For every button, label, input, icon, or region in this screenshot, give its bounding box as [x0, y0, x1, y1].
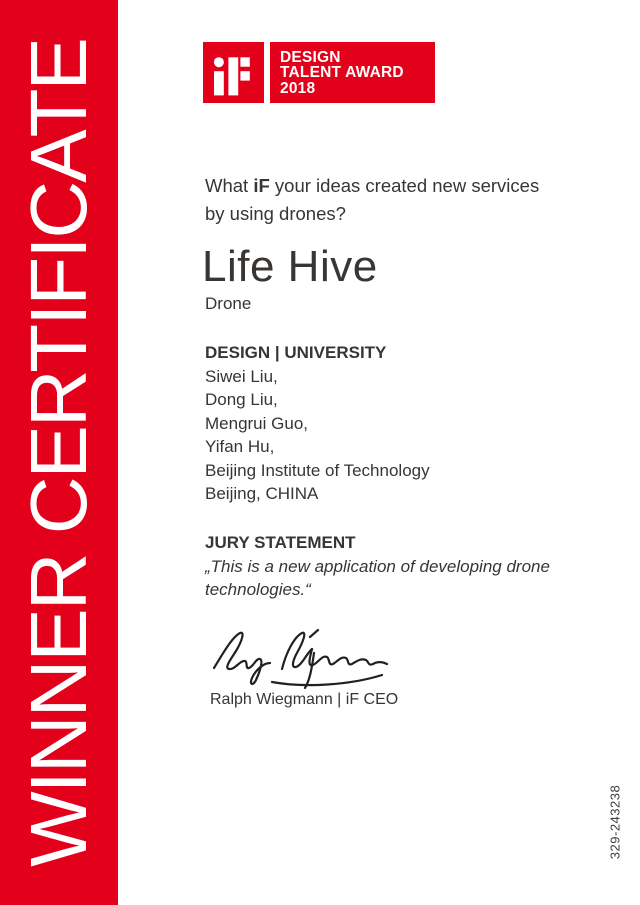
intro-question — [205, 172, 539, 228]
participant-line: Siwei Liu, — [205, 366, 278, 386]
signature-image — [210, 624, 392, 692]
intro-if-bold: iF — [253, 175, 270, 196]
intro-part1: What — [205, 175, 254, 196]
participant-line: Dong Liu, — [205, 390, 278, 409]
project-category: Drone — [205, 294, 252, 313]
jury-heading: JURY STATEMENT — [205, 533, 356, 552]
jury-statement-section — [205, 531, 550, 602]
jury-quote-line2: technologies.“ — [205, 580, 311, 599]
intro-line2: by using drones? — [205, 203, 346, 224]
award-badge-line1: DESIGN — [280, 49, 341, 66]
project-title: Life Hive — [202, 242, 378, 291]
award-badge-line3: 2018 — [280, 79, 316, 97]
participant-line: Yifan Hu, — [205, 437, 275, 456]
discipline-heading: DESIGN | UNIVERSITY — [205, 343, 387, 362]
participant-line: Beijing, CHINA — [205, 484, 319, 503]
award-badge-line2: TALENT AWARD — [280, 64, 404, 82]
intro-part3: your ideas created new services — [269, 175, 540, 196]
winner-band-title: WINNER CERTIFICATE — [14, 38, 103, 867]
winner-band — [0, 0, 118, 905]
award-badge — [270, 42, 435, 103]
jury-quote-line1: „This is a new application of developing drone — [205, 556, 550, 576]
certificate-code: 329-243238 — [607, 784, 623, 860]
participant-line: Mengrui Guo, — [205, 413, 308, 433]
signatory-name: Ralph Wiegmann | iF CEO — [210, 691, 399, 708]
participant-line: Beijing Institute of Technology — [205, 460, 430, 480]
if-logo-icon — [203, 42, 264, 103]
participants-section — [205, 341, 430, 506]
